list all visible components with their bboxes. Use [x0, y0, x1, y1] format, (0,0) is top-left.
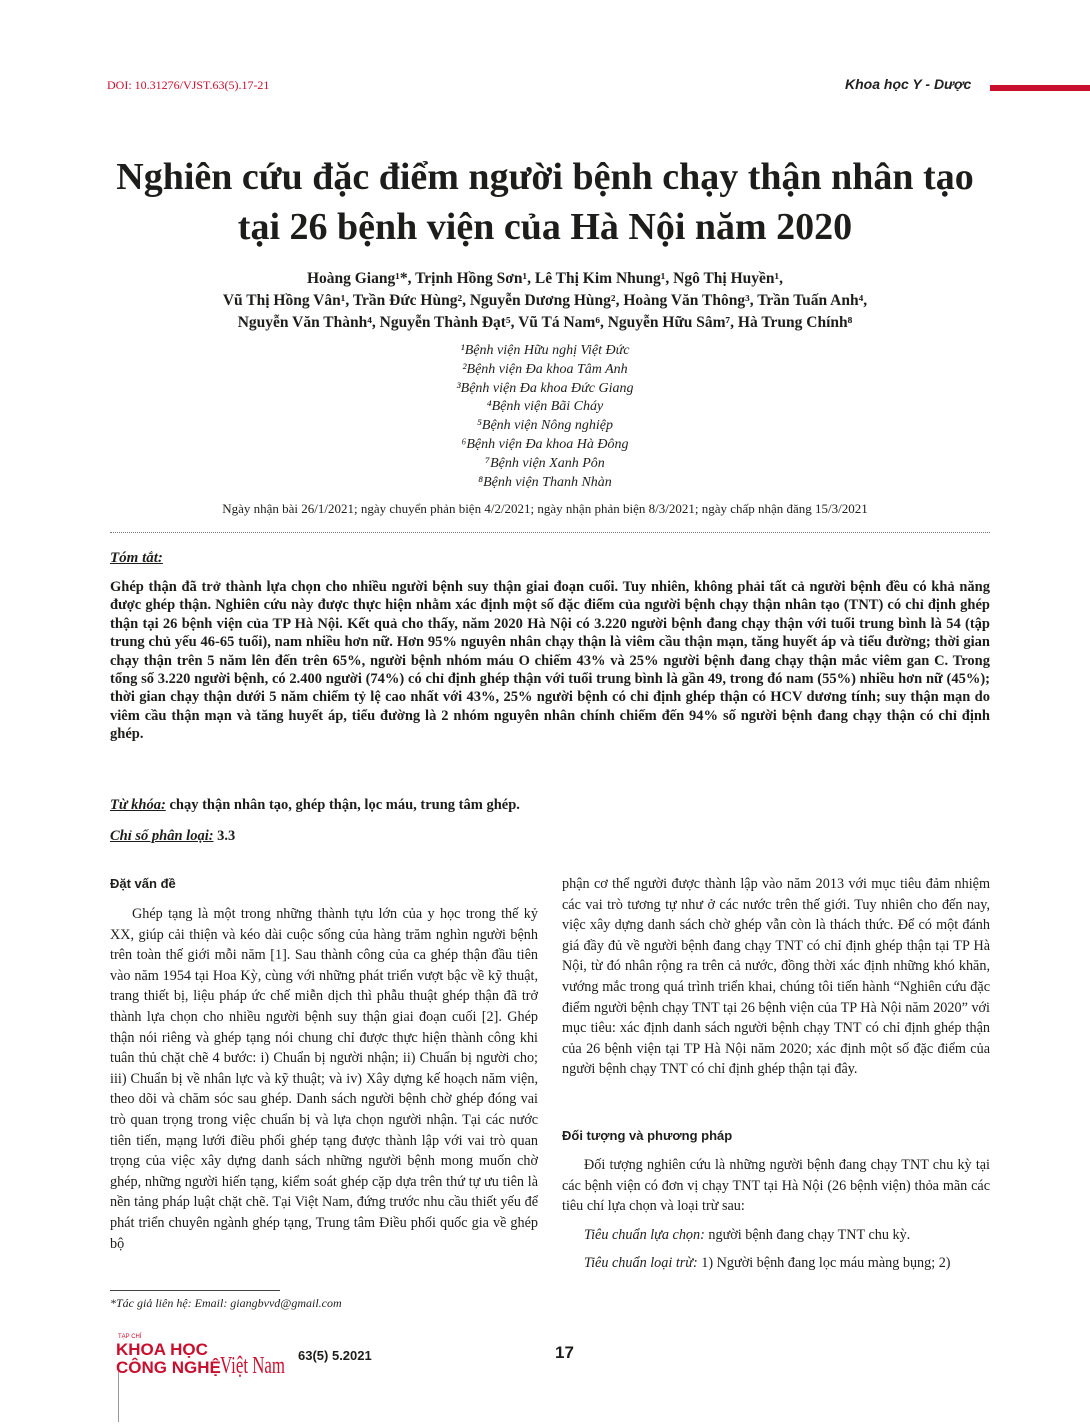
section-label: Khoa học Y - Dược [845, 76, 972, 92]
paragraph: Ghép tạng là một trong những thành tựu lớn của y học trong thế kỷ XX, giúp cải thiện và kéo dài cuộc sống của hàng trăm nghìn người bệnh trên toàn thế giới mỗi năm [1]. Sau thành công của ca ghép thận đầu tiên vào năm 1954 tại Hoa Kỳ, cùng với những phát triển vượt bậc về kỹ thuật, trang thiết bị, liệu pháp ức chế miễn dịch thì phẫu thuật ghép thận đã trở thành lựa chọn cho nhiều người bệnh suy thận giai đoạn cuối [2]. Ghép thận nói riêng và ghép tạng nói chung chỉ được thực hiện thành công khi tuân thủ chặt chẽ 4 bước: i) Chuẩn bị người nhận; ii) Chuẩn bị người cho; iii) Chuẩn bị về nhân lực và kỹ thuật; và iv) Xây dựng kế hoạch năm viện, theo dõi và chăm sóc sau ghép. Danh sách người bệnh chờ ghép đóng vai trò quan trọng trong việc chuẩn bị và lựa chọn người nhận. Tại các nước tiên tiến, mạng lưới điều phối ghép tạng được thành lập với vai trò quan trọng của việc xây dựng danh sách những người bệnh mong muốn chờ ghép, những người hiến tạng, kiểm soát ghép cặp dựa trên thứ tự ưu tiên là nền tảng pháp luật chặt chẽ. Tại Việt Nam, đứng trước nhu cầu thiết yếu để phát triển chuyên ngành ghép tạng, Trung tâm Điều phối quốc gia về ghép bộ [110, 906, 538, 1252]
page-number: 17 [555, 1343, 574, 1362]
section-heading-introduction: Đặt vấn đề [110, 876, 176, 891]
journal-logo [110, 1330, 285, 1380]
affiliation-item: ⁵Bệnh viện Nông nghiệp [477, 418, 613, 434]
paper-title [60, 152, 1030, 252]
logo-small-text: TẠP CHÍ [118, 1334, 142, 1340]
margin-line [118, 1372, 119, 1422]
author-line-1: Hoàng Giang¹*, Trịnh Hồng Sơn¹, Lê Thị Kim Nhung¹, Ngô Thị Huyền¹, [306, 270, 784, 287]
affiliation-item: ¹Bệnh viện Hữu nghị Việt Đức [460, 343, 630, 358]
paragraph: phận cơ thể người được thành lập vào năm 2013 với mục tiêu đảm nhiệm các vai trò tương tự như ở các nước trên thế giới. Tuy nhiên cho đến nay, việc xây dựng danh sách chờ ghép vẫn còn là thách thức. Để có một đánh giá đầy đủ về người bệnh đang chạy TNT có chỉ định ghép thận tại TP Hà Nội, từ đó nhân rộng ra trên cả nước, đồng thời xác định những khó khăn, vướng mắc trong quá trình triển khai, chúng tôi tiến hành “Nghiên cứu đặc điểm người bệnh chạy TNT tại 26 bệnh viện của TP Hà Nội năm 2020” với mục tiêu: xác định danh sách người bệnh chạy TNT có chỉ định ghép thận của 26 bệnh viện tại TP Hà Nội năm 2020; xác định một số đặc điểm của người bệnh chạy TNT có chỉ định ghép thận tại đây. [562, 876, 990, 1078]
affiliation-item: ²Bệnh viện Đa khoa Tâm Anh [462, 361, 628, 377]
keywords-label: Từ khóa: [110, 797, 166, 813]
criteria-label: Tiêu chuẩn loại trừ: [584, 1255, 698, 1272]
abstract-heading: Tóm tắt: [110, 550, 163, 566]
issue-number: 63(5) 5.2021 [298, 1348, 372, 1363]
title-line-1: Nghiên cứu đặc điểm người bệnh chạy thận nhân tạo [116, 156, 974, 198]
left-column [110, 904, 538, 1254]
paragraph [562, 1253, 990, 1274]
section-accent-bar [990, 85, 1090, 91]
right-column-bottom [562, 1155, 990, 1274]
affiliation-list [300, 342, 790, 492]
submission-dates: Ngày nhận bài 26/1/2021; ngày chuyển phản biện 4/2/2021; ngày nhận phản biện 8/3/2021; ngày chấp nhận đăng 15/3/2021 [222, 501, 868, 516]
affiliation-item: ³Bệnh viện Đa khoa Đức Giang [456, 380, 634, 396]
criteria-label: Tiêu chuẩn lựa chọn: [584, 1226, 705, 1243]
affiliation-item: ⁴Bệnh viện Bãi Cháy [486, 399, 604, 415]
criteria-text: 1) Người bệnh đang lọc máu màng bụng; 2) [697, 1255, 951, 1272]
section-heading-methods: Đối tượng và phương pháp [562, 1128, 733, 1143]
footnote-rule [110, 1290, 280, 1291]
right-column-top [562, 874, 990, 1080]
author-line-2: Vũ Thị Hồng Vân¹, Trần Đức Hùng², Nguyễn Dương Hùng², Hoàng Văn Thông³, Trần Tuấn Anh⁴, [222, 292, 868, 309]
abstract-text: Ghép thận đã trở thành lựa chọn cho nhiều người bệnh suy thận giai đoạn cuối. Tuy nhiên, không phải tất cả người bệnh đều có khả năng được ghép thận. Nghiên cứu này được thực hiện nhằm xác định một số đặc điểm của người bệnh chạy thận nhân tạo (TNT) có chỉ định ghép thận tại 26 bệnh viện của TP Hà Nội. Kết quả cho thấy, năm 2020 Hà Nội có 3.220 người bệnh đang chạy thận với tuổi trung bình là 54 (tập trung chủ yếu 46-65 tuổi), nam nhiều hơn nữ. Hơn 95% nguyên nhân chạy thận là viêm cầu thận mạn, tăng huyết áp và tiểu đường; thời gian chạy thận trên 5 năm lên đến trên 65%, người bệnh nhóm máu O chiếm 43% và 25% người bệnh đang chạy thận mắc viêm gan C. Trong tổng số 3.220 người bệnh, có 2.400 người (74%) có chỉ định ghép thận với tuổi trung bình là gần 49, trong đó nam (55%) nhiều hơn nữ (45%); thời gian chạy thận dưới 5 năm chiếm tỷ lệ cao nhất với 43%, 25% người bệnh có chỉ định ghép thận có HCV dương tính; suy thận mạn do viêm cầu thận mạn và tăng huyết áp, tiểu đường là 2 nhóm nguyên nhân chính chiếm đến 94% số người bệnh đang chạy thận có chỉ định ghép. [110, 579, 990, 743]
criteria-text: người bệnh đang chạy TNT chu kỳ. [704, 1226, 911, 1243]
paragraph [562, 1225, 990, 1246]
author-list [60, 268, 1030, 334]
divider [110, 532, 990, 533]
paragraph: Đối tượng nghiên cứu là những người bệnh đang chạy TNT chu kỳ tại các bệnh viện có đơn vị chạy TNT tại Hà Nội (26 bệnh viện) thỏa mãn các tiêu chí lựa chọn và loại trừ sau: [562, 1157, 990, 1215]
affiliation-item: ⁷Bệnh viện Xanh Pôn [485, 455, 605, 471]
author-line-3: Nguyễn Văn Thành⁴, Nguyễn Thành Đạt⁵, Vũ Tá Nam⁶, Nguyễn Hữu Sâm⁷, Hà Trung Chính⁸ [237, 314, 853, 331]
doi-text: DOI: 10.31276/VJST.63(5).17-21 [107, 78, 270, 92]
logo-line-1: KHOA HỌC [116, 1340, 208, 1359]
affiliation-item: ⁸Bệnh viện Thanh Nhàn [478, 474, 612, 490]
classification-label: Chỉ số phân loại: [110, 828, 214, 844]
keywords-text: chạy thận nhân tạo, ghép thận, lọc máu, trung tâm ghép. [165, 797, 520, 813]
affiliation-item: ⁶Bệnh viện Đa khoa Hà Đông [461, 436, 629, 452]
classification-text: 3.3 [213, 828, 236, 844]
classification [110, 828, 990, 845]
logo-line-2: CÔNG NGHỆ [116, 1358, 221, 1377]
logo-script: Việt Nam [220, 1353, 286, 1379]
title-line-2: tại 26 bệnh viện của Hà Nội năm 2020 [237, 206, 853, 248]
footnote: *Tác giả liên hệ: Email: giangbvvd@gmail.com [110, 1296, 342, 1310]
keywords [110, 797, 990, 814]
